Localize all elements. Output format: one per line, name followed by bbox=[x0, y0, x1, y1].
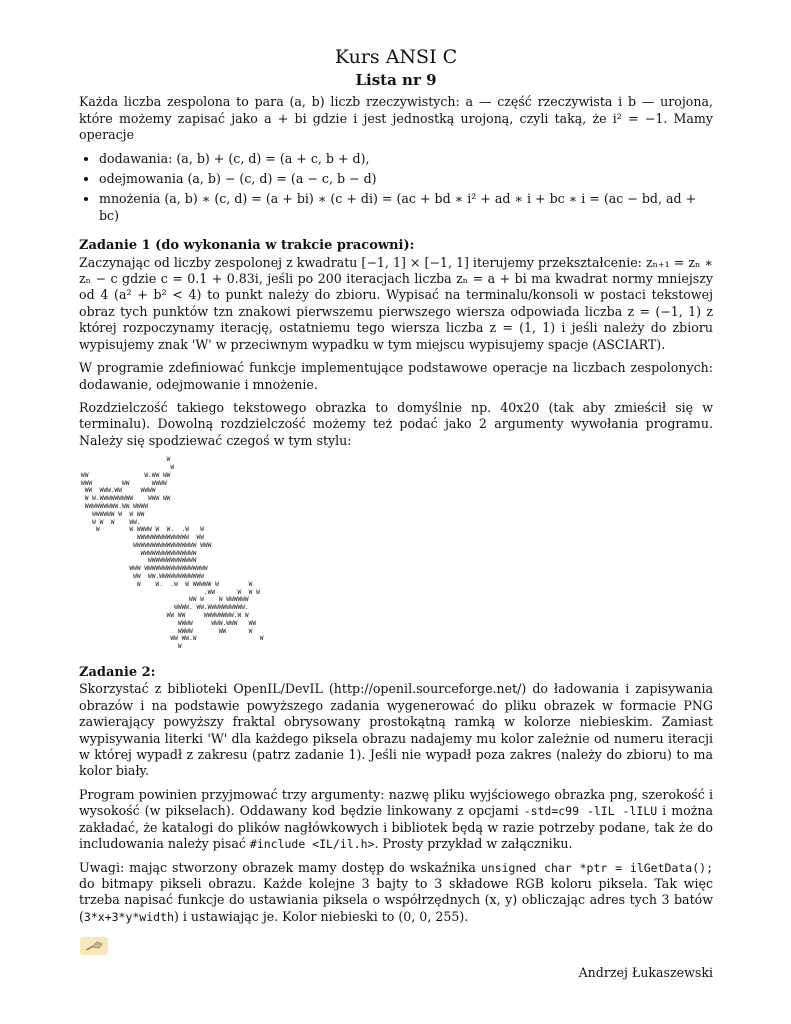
page-title: Kurs ANSI C bbox=[334, 46, 458, 68]
ascii-art-fractal: W W WW W.WW WW WWW WW WWWW WW WWW.WW WWWW W W.WWWWWWWWW WWW WW WWWWWWWWW.WW WWWW WWWWWW W W WW W W W WW. W W WWWW W W. .W W WWWWWWWWWWWWWW WW WWWWWWWWWWWWWWWWW WWW WWWWWWWWWWWWWWW WWWWWWWWWWWWW WWW WWWWWWWWWWWWWWWWW WW WW.WWWWWWWWWWWW W W. .W W WWWWW W W .WW W W W WW W W WWWWWW WWWW. WW.WWWWWWWWWW. WW WW WWWWWWWW.W W WWWW WWW.WWW WW WWWW WW W WW WW.W W W bbox=[81, 456, 264, 651]
code-span: unsigned char *ptr = ilGetData(); bbox=[480, 860, 713, 875]
list-item: • dodawania: (a, b) + (c, d) = (a + c, b + d), bbox=[99, 151, 713, 167]
task1-paragraph-2: W programie zdefiniować funkcje implementujące podstawowe operacje na liczbach zespolonych: dodawanie, odejmowanie i mnożenie. bbox=[79, 360, 713, 392]
text-span: Uwagi: mając stworzony obrazek mamy dostęp do wskaźnika bbox=[79, 859, 481, 875]
pushpin-icon bbox=[84, 937, 104, 956]
task1-paragraph-1: Zaczynając od liczby zespolonej z kwadratu [−1, 1] × [−1, 1] iterujemy przekształcenie: zₙ₊₁ = zₙ ∗ zₙ − c gdzie c = 0.1 + 0.83i, jeśli po 200 iteracjach liczba zₙ = a + bi ma kwadrat normy mniejszy od 4 (a² + b² < 4) to punkt należy do zbioru. Wypisać na terminalu/konsoli w postaci tekstowej obraz tych punktów tzn znakowi pierwszemu pierwszego wiersza odpowiada liczba z = (−1, 1) z której rozpoczynamy iterację, ostatniemu tego wiersza liczba z = (1, 1) i jeśli należy do zbioru wypisujemy znak 'W' w przeciwnym wypadku w tym miejscu wypisujemy spacje (ASCIART). bbox=[79, 254, 713, 352]
text-span: Program powinien przyjmować trzy argumenty: nazwę pliku wyjściowego obrazka png, szerokość i wysokość (w pikselach). Oddawany kod będzie linkowany z opcjami bbox=[79, 786, 713, 819]
text-span: i można zakładać, że katalogi do plików nagłówkowych i bibliotek będą w razie potrzeby podane, tak że do includowania należy pisać bbox=[79, 803, 713, 852]
attachment-stamp[interactable] bbox=[80, 937, 108, 955]
task2-paragraph-2 bbox=[79, 787, 713, 853]
code-span: #include <IL/il.h> bbox=[249, 837, 375, 852]
list-item: • odejmowania (a, b) − (c, d) = (a − c, b − d) bbox=[99, 171, 713, 187]
page-subtitle: Lista nr 9 bbox=[355, 71, 437, 89]
code-span: -std=c99 -lIL -lILU bbox=[523, 804, 658, 819]
intro-paragraph: Każda liczba zespolona to para (a, b) liczb rzeczywistych: a — część rzeczywista i b — urojona, które możemy zapisać jako a + bi gdzie i jest jednostką urojoną, czyli taką, że i² = −1. Mamy operacje bbox=[79, 94, 713, 143]
text-span: ) i ustawiając je. Kolor niebieski to (0, 0, 255). bbox=[173, 908, 469, 924]
list-item: • mnożenia (a, b) ∗ (c, d) = (a + bi) ∗ (c + di) = (ac + bd ∗ i² + ad ∗ i + bc ∗ i = (ac − bd, ad + bc) bbox=[99, 191, 713, 224]
document-page bbox=[79, 44, 713, 982]
task2-paragraph-1: Skorzystać z biblioteki OpenIL/DevIL (http://openil.sourceforge.net/) do ładowania i zapisywania obrazów i na podstawie powyższego zadania wygenerować do pliku obrazek w formacie PNG zawierający powyższy fraktal obrysowany prostokątną ramką w kolorze niebieskim. Zamiast wypisywania literki 'W' dla każdego piksela obrazu nadajemy mu kolor zależnie od numeru iteracji w której wypadł z zakresu (patrz zadanie 1). Jeśli nie wypadł poza zakres (należy do zbioru) to ma kolor biały. bbox=[79, 681, 713, 779]
operations-list bbox=[79, 151, 713, 225]
text-span: . Prosty przykład w załączniku. bbox=[374, 836, 573, 852]
text-span: do bitmapy pikseli obrazu. Każde kolejne 3 bajty to 3 składowe RGB koloru piksela. Tak więc trzeba napisać funkcje do ustawiania piksela o współrzędnych (x, y) obliczając adres tych 3 batów ( bbox=[79, 875, 713, 924]
task2-paragraph-3 bbox=[79, 860, 713, 926]
code-span: 3*x+3*y*width bbox=[83, 909, 174, 924]
task1-heading: Zadanie 1 (do wykonania w trakcie pracowni): bbox=[79, 238, 415, 254]
task1-paragraph-3: Rozdzielczość takiego tekstowego obrazka to domyślnie np. 40x20 (tak aby zmieścił się w terminalu). Dowolną rozdzielczość możemy też podać jako 2 argumenty wywołania programu. Należy się spodziewać czegoś w tym stylu: bbox=[79, 399, 713, 448]
task2-heading: Zadanie 2: bbox=[79, 665, 156, 681]
author-signature: Andrzej Łukaszewski bbox=[578, 965, 713, 981]
